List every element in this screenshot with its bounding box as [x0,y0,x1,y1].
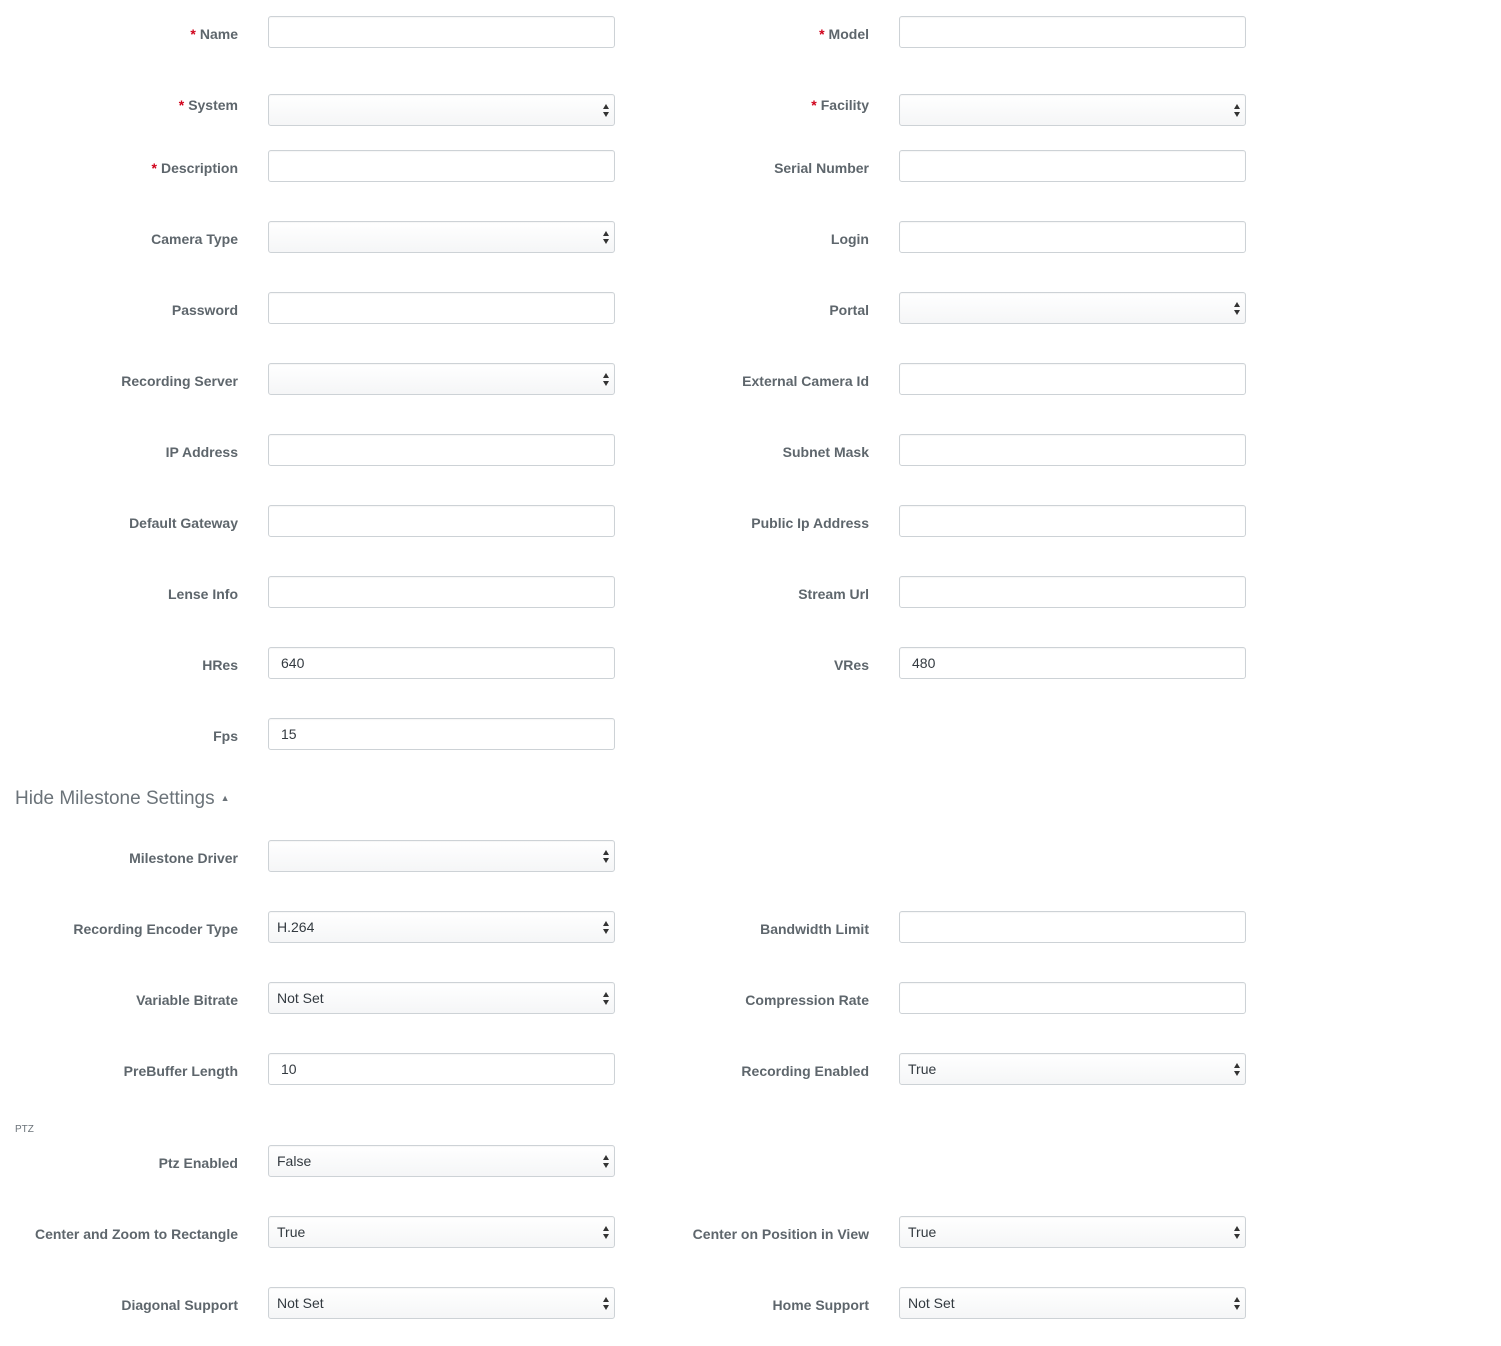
recording-encoder-type-select[interactable]: H.264 [268,911,615,943]
recording-server-select[interactable] [268,363,615,395]
external-camera-id-input[interactable] [900,364,1245,394]
variable-bitrate-label: Variable Bitrate [136,992,238,1008]
ptz-enabled-label: Ptz Enabled [158,1155,238,1171]
diagonal-support-select[interactable]: Not Set [268,1287,615,1319]
vres-input[interactable] [900,648,1245,678]
required-marker: * [178,97,185,113]
recording-enabled-label: Recording Enabled [741,1063,869,1079]
name-input[interactable] [269,17,614,47]
login-field[interactable] [899,221,1246,253]
login-label: Login [830,231,869,247]
compression-rate-label: Compression Rate [745,992,869,1008]
center-zoom-rect-label: Center and Zoom to Rectangle [34,1226,238,1242]
required-marker: * [819,26,825,42]
caret-up-icon: ▲ [220,793,230,803]
select-arrows-icon [602,1225,610,1240]
milestone-driver-select[interactable] [268,840,615,872]
hide-milestone-settings-toggle[interactable] [15,788,230,810]
model-field[interactable] [899,16,1246,48]
facility-select[interactable] [899,94,1246,126]
ptz-enabled-select[interactable]: False [268,1145,615,1177]
select-arrows-icon [602,103,610,118]
lense-info-label: Lense Info [167,586,238,602]
select-arrows-icon [602,920,610,935]
model-label: * Model [819,26,869,42]
subnet-mask-input[interactable] [900,435,1245,465]
ip-address-field[interactable] [268,434,615,466]
select-arrows-icon [602,991,610,1006]
subnet-mask-label: Subnet Mask [782,444,869,460]
stream-url-input[interactable] [900,577,1245,607]
select-arrows-icon [1233,103,1241,118]
required-marker: * [190,26,196,42]
serial-number-label: Serial Number [774,160,869,176]
select-arrows-icon [1233,301,1241,316]
diagonal-support-label: Diagonal Support [121,1297,238,1313]
default-gateway-label: Default Gateway [129,515,238,531]
hres-label: HRes [202,657,238,673]
external-camera-id-label: External Camera Id [742,373,869,389]
password-label: Password [171,302,238,318]
model-input[interactable] [900,17,1245,47]
home-support-label: Home Support [772,1297,869,1313]
ip-address-input[interactable] [269,435,614,465]
variable-bitrate-select[interactable]: Not Set [268,982,615,1014]
portal-select[interactable] [899,292,1246,324]
password-input[interactable] [269,293,614,323]
description-field[interactable] [268,150,615,182]
default-gateway-input[interactable] [269,506,614,536]
center-zoom-rect-select[interactable]: True [268,1216,615,1248]
recording-server-label: Recording Server [121,373,238,389]
name-field[interactable] [268,16,615,48]
compression-rate-input[interactable] [900,983,1245,1013]
camera-type-select[interactable] [268,221,615,253]
hres-input[interactable] [269,648,614,678]
name-label: * Name [190,26,238,42]
select-arrows-icon [1233,1062,1241,1077]
toggle-label: Hide Milestone Settings [15,788,215,809]
select-arrows-icon [1233,1225,1241,1240]
prebuffer-length-input[interactable] [269,1054,614,1084]
center-position-view-select[interactable]: True [899,1216,1246,1248]
bandwidth-limit-label: Bandwidth Limit [760,921,869,937]
system-label: * System [178,97,238,113]
recording-encoder-type-label: Recording Encoder Type [73,921,238,937]
select-arrows-icon [602,1154,610,1169]
vres-field[interactable] [899,647,1246,679]
serial-number-input[interactable] [900,151,1245,181]
fps-input[interactable] [269,719,614,749]
required-marker: * [151,160,157,176]
home-support-select[interactable]: Not Set [899,1287,1246,1319]
login-input[interactable] [900,222,1245,252]
select-arrows-icon [602,1296,610,1311]
camera-type-label: Camera Type [151,231,238,247]
public-ip-address-label: Public Ip Address [751,515,869,531]
select-arrows-icon [602,849,610,864]
password-field[interactable] [268,292,615,324]
external-camera-id-field[interactable] [899,363,1246,395]
milestone-driver-label: Milestone Driver [129,850,238,866]
public-ip-address-input[interactable] [900,506,1245,536]
compression-rate-field[interactable] [899,982,1246,1014]
required-marker: * [811,97,817,113]
fps-label: Fps [213,728,238,744]
prebuffer-length-label: PreBuffer Length [123,1063,238,1079]
hres-field[interactable] [268,647,615,679]
vres-label: VRes [833,657,869,673]
center-position-view-label: Center on Position in View [692,1226,869,1242]
ptz-heading: PTZ [15,1124,34,1135]
subnet-mask-field[interactable] [899,434,1246,466]
select-arrows-icon [602,230,610,245]
ip-address-label: IP Address [165,444,238,460]
serial-number-field[interactable] [899,150,1246,182]
bandwidth-limit-input[interactable] [900,912,1245,942]
facility-label: * Facility [811,97,869,113]
stream-url-field[interactable] [899,576,1246,608]
description-input[interactable] [269,151,614,181]
stream-url-label: Stream Url [798,586,869,602]
public-ip-address-field[interactable] [899,505,1246,537]
portal-label: Portal [829,302,869,318]
lense-info-field[interactable] [268,576,615,608]
lense-info-input[interactable] [269,577,614,607]
bandwidth-limit-field[interactable] [899,911,1246,943]
recording-enabled-select[interactable]: True [899,1053,1246,1085]
description-label: * Description [151,160,238,176]
select-arrows-icon [602,372,610,387]
fps-field[interactable] [268,718,615,750]
default-gateway-field[interactable] [268,505,615,537]
select-arrows-icon [1233,1296,1241,1311]
system-select[interactable] [268,94,615,126]
prebuffer-length-field[interactable] [268,1053,615,1085]
